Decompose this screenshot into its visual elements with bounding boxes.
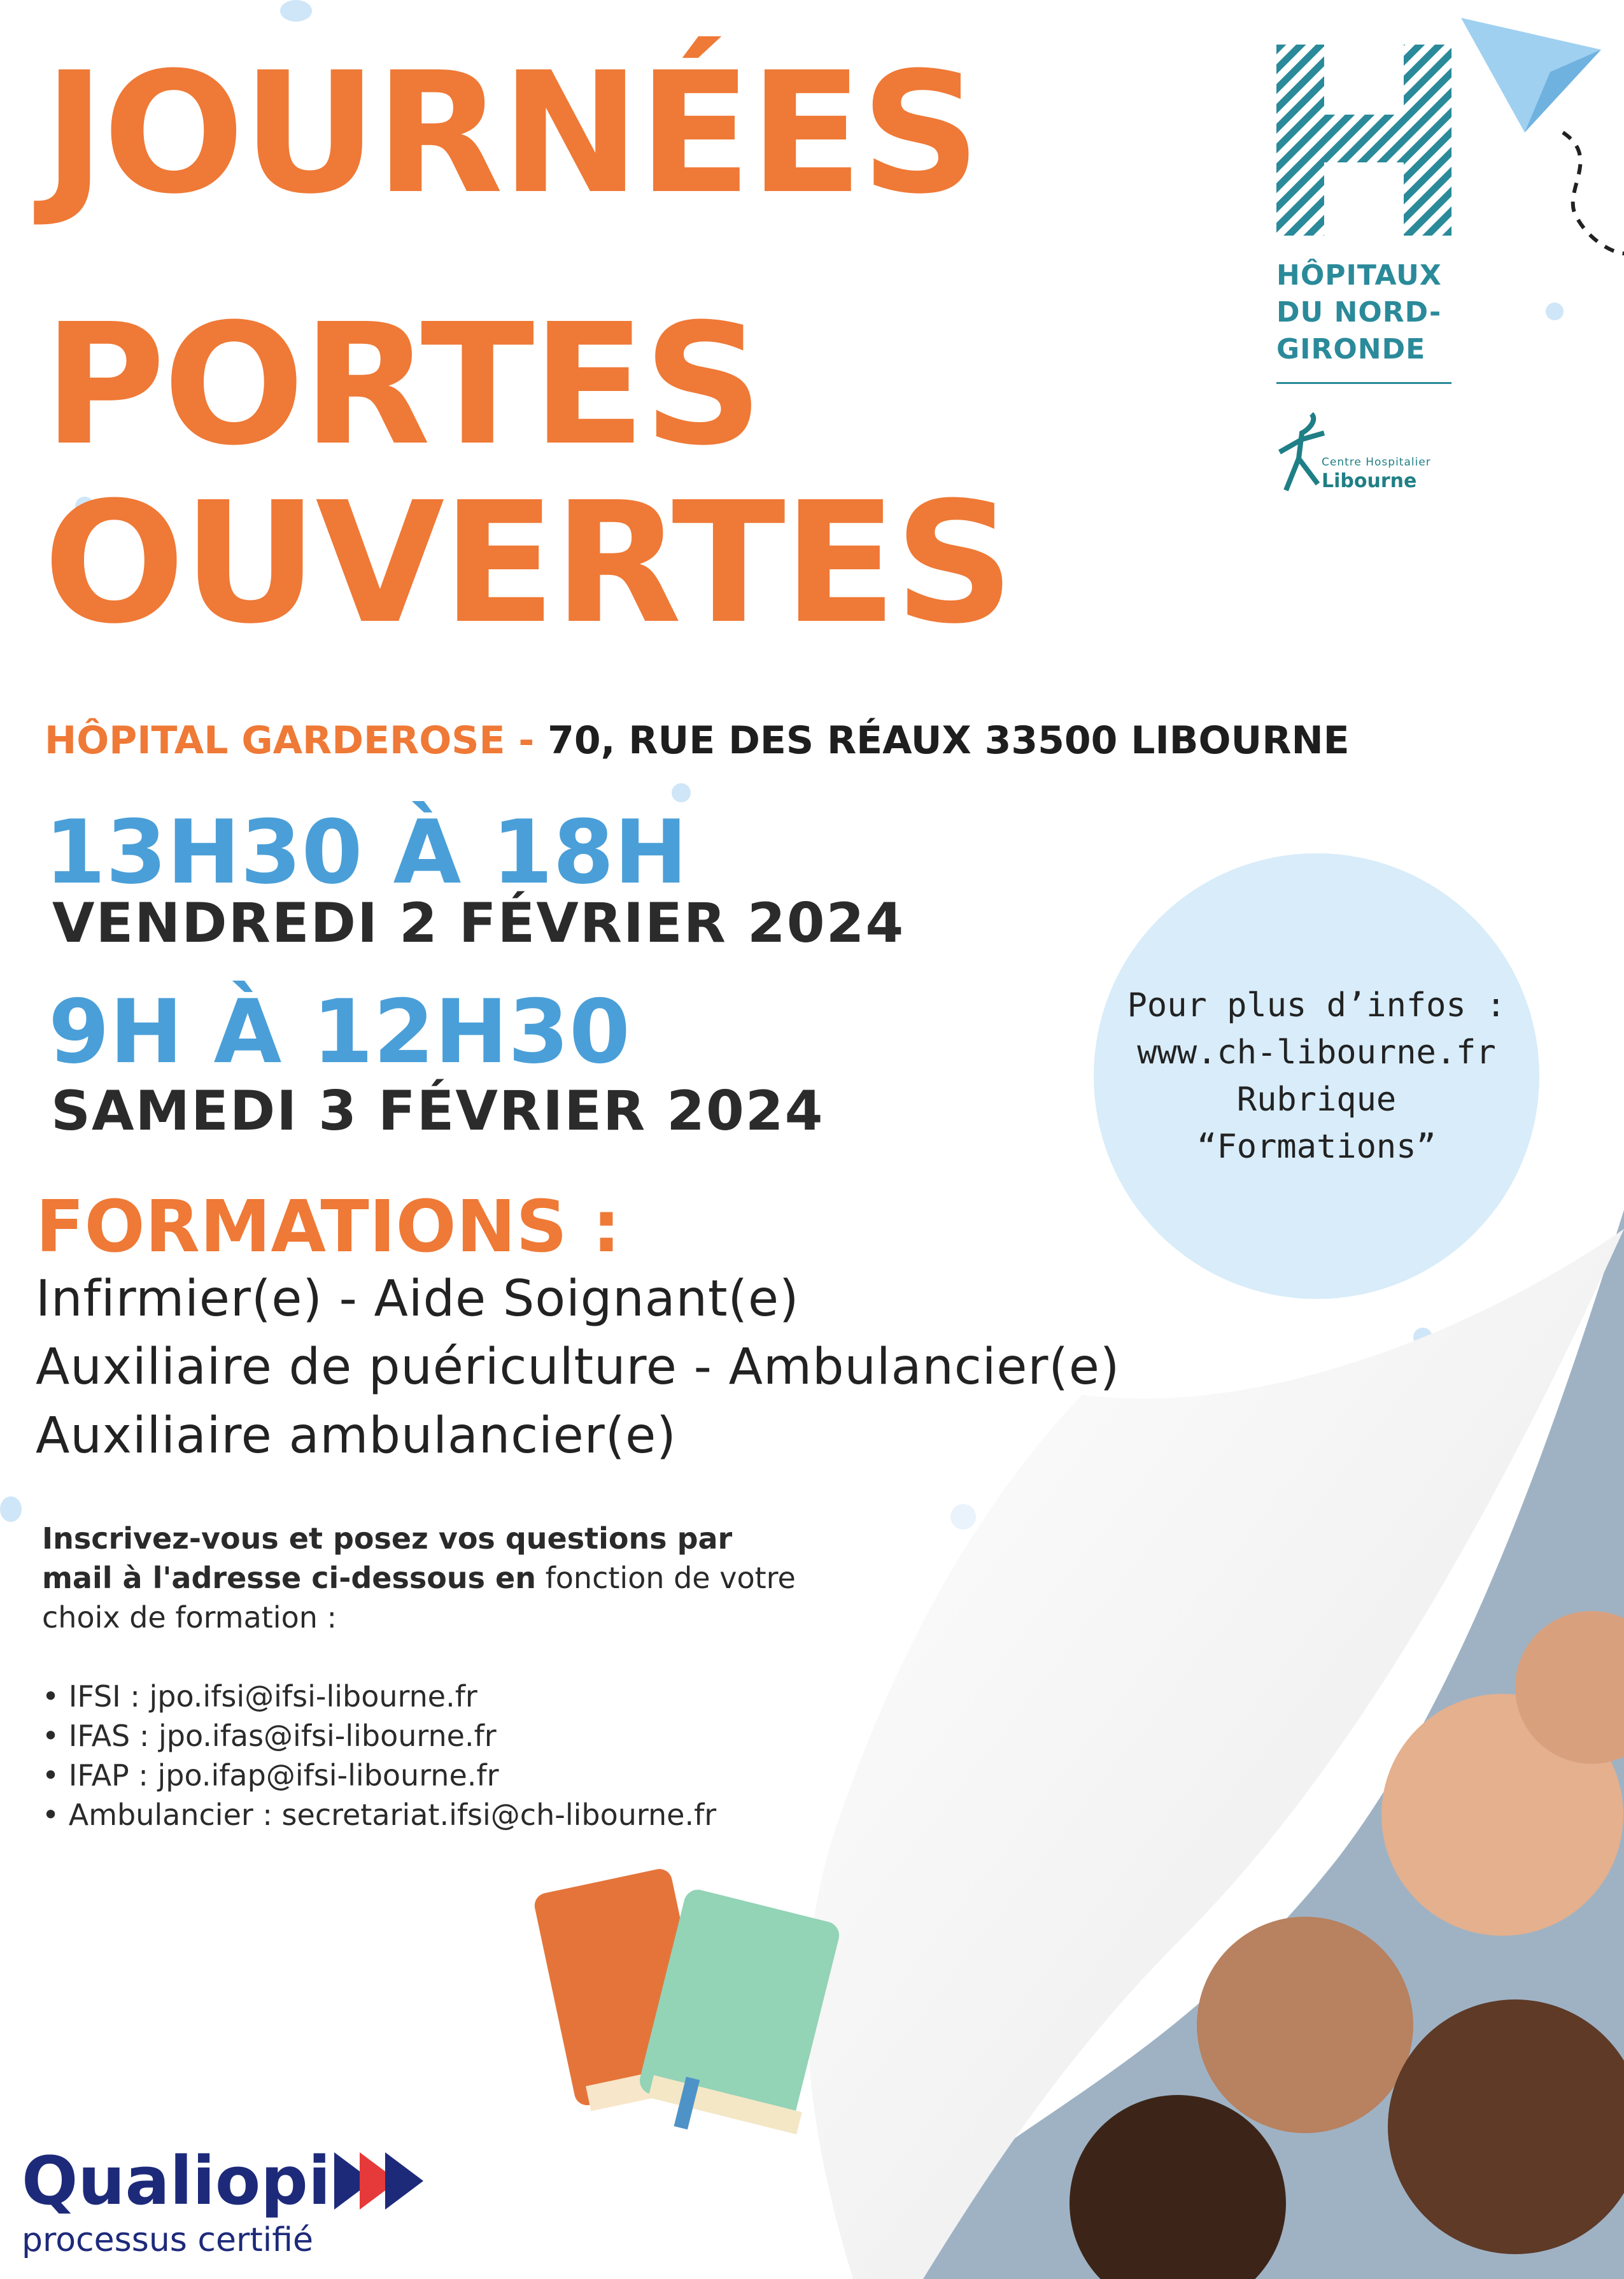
decor-dot [1546,302,1564,320]
ch-line-small: Centre Hospitalier [1322,456,1431,469]
hospital-name-line: DU NORD- [1276,296,1442,329]
formation-item: Auxiliaire ambulancier(e) [36,1407,677,1465]
ch-libourne-logo [1273,408,1464,503]
decor-dot [0,1496,22,1522]
qualiopi-brand: Qualiopi [22,2142,331,2220]
qualiopi-logo [22,2142,430,2259]
info-bubble [1094,853,1539,1299]
contact-lead [42,1519,806,1637]
formation-item: Infirmier(e) - Aide Soignant(e) [36,1270,800,1328]
session-date: SAMEDI 3 FÉVRIER 2024 [51,1079,824,1143]
contact-lead-bold: Inscrivez-vous et posez vos questions par mail à l'adresse ci-dessous en [42,1521,733,1595]
address [45,718,1350,763]
formation-item: Auxiliaire de puériculture - Ambulancier(e) [36,1338,1120,1396]
info-website-link[interactable]: www.ch-libourne.fr [1137,1033,1496,1072]
address-street: 70, RUE DES RÉAUX 33500 LIBOURNE [547,718,1350,763]
decor-dot [672,783,691,802]
decor-dot [280,0,312,22]
address-location: HÔPITAL GARDEROSE - [45,718,535,763]
hospital-name-line: HÔPITAUX [1276,259,1442,292]
event-title [43,38,1012,659]
contact-section [42,1519,806,1835]
session-time: 9H À 12H30 [48,981,630,1083]
contact-email-item[interactable]: • IFSI : jpo.ifsi@ifsi-libourne.fr [42,1677,806,1716]
info-line: Rubrique [1236,1081,1397,1119]
session-date: VENDREDI 2 FÉVRIER 2024 [52,891,905,955]
contact-email-item[interactable]: • Ambulancier : secretariat.ifsi@ch-libourne.fr [42,1795,806,1835]
hospital-name-line: GIRONDE [1276,333,1426,366]
hospital-logo [1276,45,1451,384]
contact-email-item[interactable]: • IFAS : jpo.ifas@ifsi-libourne.fr [42,1716,806,1756]
contact-lead-rest: fonction de votre choix de formation : [42,1561,796,1635]
session-time: 13H30 À 18H [45,801,688,904]
formations-heading: FORMATIONS : [36,1186,621,1268]
info-line: “Formations” [1197,1128,1436,1166]
logo-divider [1276,382,1451,384]
face-illustration [1197,1917,1413,2133]
qualiopi-arrows-icon [334,2146,430,2216]
h-logo-icon [1276,45,1451,236]
contact-list [42,1677,806,1835]
ch-line-big: Libourne [1322,470,1417,492]
qualiopi-subtitle: processus certifié [22,2221,313,2259]
title-line: PORTES [43,288,761,482]
title-line: OUVERTES [43,466,1012,660]
paper-plane-icon [1455,11,1624,279]
contact-email-item[interactable]: • IFAP : jpo.ifap@ifsi-libourne.fr [42,1756,806,1795]
info-line: Pour plus d’infos : [1127,986,1506,1025]
books-illustration [528,1834,885,2140]
title-line: JOURNÉES [43,36,978,231]
